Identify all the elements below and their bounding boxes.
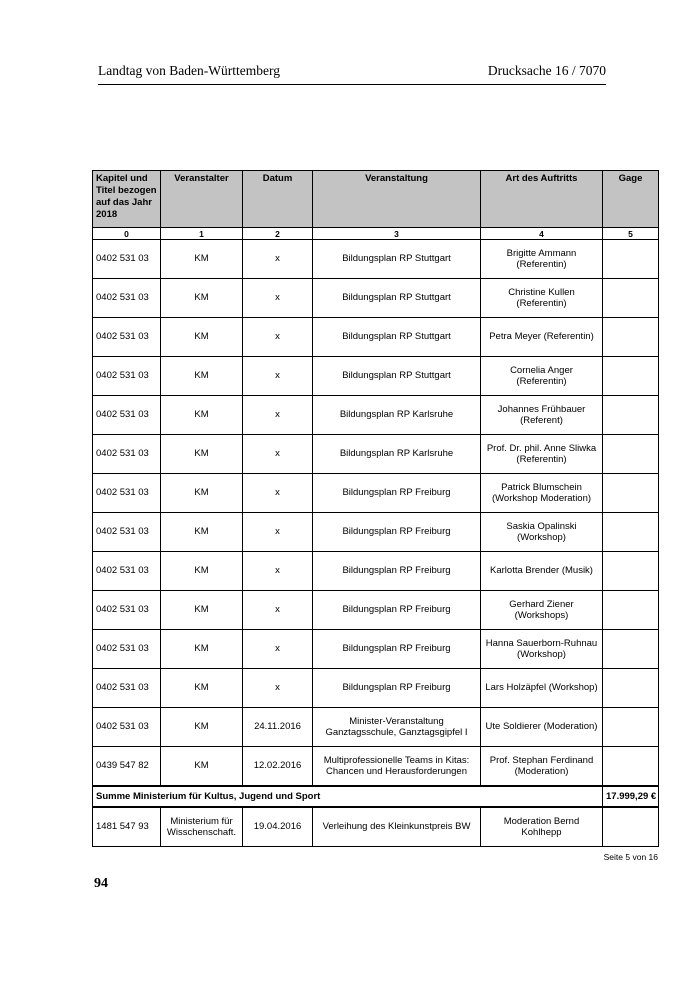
header-right-label: Drucksache 16 / 7070: [487, 63, 606, 78]
table-row: [93, 552, 659, 591]
table-cell: [603, 357, 659, 396]
table-cell: Hanna Sauerborn-Ruhnau (Workshop): [481, 630, 603, 669]
table-cell: KM: [161, 396, 243, 435]
table-cell: 12.02.2016: [243, 747, 313, 787]
table-cell: Patrick Blumschein (Workshop Moderation): [481, 474, 603, 513]
table-cell: Bildungsplan RP Freiburg: [313, 591, 481, 630]
table-cell: Minister-Veranstaltung Ganztagsschule, Ganztagsgipfel I: [313, 708, 481, 747]
table-cell: 0402 531 03: [93, 240, 161, 279]
table-cell: [603, 318, 659, 357]
table-cell: 24.11.2016: [243, 708, 313, 747]
table-cell: [603, 747, 659, 787]
table-cell: Bildungsplan RP Karlsruhe: [313, 396, 481, 435]
table-cell: x: [243, 435, 313, 474]
table-row: [93, 669, 659, 708]
table-cell: 0402 531 03: [93, 318, 161, 357]
table-cell: 0402 531 03: [93, 630, 161, 669]
column-header: Datum: [243, 171, 313, 228]
column-header: Gage: [603, 171, 659, 228]
table-cell: KM: [161, 630, 243, 669]
table-cell: Saskia Opalinski (Workshop): [481, 513, 603, 552]
table-cell: x: [243, 240, 313, 279]
table-cell: Lars Holzäpfel (Workshop): [481, 669, 603, 708]
table-cell: KM: [161, 669, 243, 708]
table-cell: KM: [161, 357, 243, 396]
table-cell: KM: [161, 513, 243, 552]
table-cell: [603, 708, 659, 747]
column-number: 2: [243, 228, 313, 240]
table-row: [93, 435, 659, 474]
table-cell: Prof. Stephan Ferdinand (Moderation): [481, 747, 603, 787]
table-row: [93, 357, 659, 396]
table-cell: x: [243, 279, 313, 318]
table-cell: x: [243, 630, 313, 669]
column-number: 1: [161, 228, 243, 240]
table-cell: x: [243, 318, 313, 357]
table-cell: Moderation Bernd Kohlhepp: [481, 807, 603, 847]
table-cell: Gerhard Ziener (Workshops): [481, 591, 603, 630]
table-cell: x: [243, 357, 313, 396]
table-cell: x: [243, 474, 313, 513]
table-cell: 0402 531 03: [93, 357, 161, 396]
table-number-row: [93, 228, 659, 240]
table-cell: x: [243, 396, 313, 435]
table-row: [93, 807, 659, 847]
table-cell: Bildungsplan RP Stuttgart: [313, 318, 481, 357]
table-cell: Bildungsplan RP Freiburg: [313, 552, 481, 591]
table-cell: KM: [161, 747, 243, 787]
sum-value: 17.999,29 €: [603, 786, 659, 807]
table-cell: Brigitte Ammann (Referentin): [481, 240, 603, 279]
table-cell: [603, 513, 659, 552]
table-cell: KM: [161, 708, 243, 747]
table-cell: 0402 531 03: [93, 513, 161, 552]
table-row: [93, 591, 659, 630]
header-left-label: Landtag von Baden-Württemberg: [98, 63, 280, 78]
table-cell: KM: [161, 318, 243, 357]
sum-row: [93, 786, 659, 807]
table-cell: Bildungsplan RP Freiburg: [313, 630, 481, 669]
column-header: Kapitel und Titel bezogen auf das Jahr 2018: [93, 171, 161, 228]
gage-table: [92, 170, 659, 847]
table-footer-note: Seite 5 von 16: [603, 852, 658, 862]
table-body: [93, 240, 659, 847]
table-cell: Bildungsplan RP Stuttgart: [313, 357, 481, 396]
column-header: Veranstaltung: [313, 171, 481, 228]
column-number: 4: [481, 228, 603, 240]
table-cell: [603, 630, 659, 669]
table-cell: [603, 669, 659, 708]
table-cell: 0402 531 03: [93, 474, 161, 513]
table-cell: [603, 591, 659, 630]
table-cell: [603, 279, 659, 318]
table-cell: 0402 531 03: [93, 708, 161, 747]
table-cell: KM: [161, 591, 243, 630]
column-number: 5: [603, 228, 659, 240]
table-cell: Bildungsplan RP Stuttgart: [313, 240, 481, 279]
table-cell: 0402 531 03: [93, 279, 161, 318]
table-row: [93, 747, 659, 787]
table-row: [93, 279, 659, 318]
table-cell: Prof. Dr. phil. Anne Sliwka (Referentin): [481, 435, 603, 474]
table-cell: Ministerium für Wisschenschaft.: [161, 807, 243, 847]
table-cell: 19.04.2016: [243, 807, 313, 847]
table-row: [93, 396, 659, 435]
table-cell: Christine Kullen (Referentin): [481, 279, 603, 318]
page-number: 94: [94, 876, 108, 891]
column-number: 0: [93, 228, 161, 240]
table-row: [93, 708, 659, 747]
table-cell: KM: [161, 435, 243, 474]
table-cell: [603, 396, 659, 435]
table-header-row: [93, 171, 659, 228]
table-cell: Ute Soldierer (Moderation): [481, 708, 603, 747]
table-cell: x: [243, 669, 313, 708]
table-cell: Petra Meyer (Referentin): [481, 318, 603, 357]
table-cell: 0402 531 03: [93, 552, 161, 591]
table-cell: [603, 552, 659, 591]
column-header: Veranstalter: [161, 171, 243, 228]
table-cell: KM: [161, 279, 243, 318]
table-row: [93, 513, 659, 552]
table-row: [93, 630, 659, 669]
document-header: [98, 63, 606, 79]
table-cell: x: [243, 552, 313, 591]
table-row: [93, 474, 659, 513]
column-header: Art des Auftritts: [481, 171, 603, 228]
table-cell: 1481 547 93: [93, 807, 161, 847]
table-cell: [603, 435, 659, 474]
table-cell: Bildungsplan RP Stuttgart: [313, 279, 481, 318]
table-cell: KM: [161, 552, 243, 591]
table-cell: x: [243, 591, 313, 630]
table-cell: 0402 531 03: [93, 591, 161, 630]
table-cell: Bildungsplan RP Freiburg: [313, 474, 481, 513]
sum-label: Summe Ministerium für Kultus, Jugend und Sport: [93, 786, 603, 807]
table-cell: Bildungsplan RP Freiburg: [313, 669, 481, 708]
table-cell: Verleihung des Kleinkunstpreis BW: [313, 807, 481, 847]
table-cell: 0439 547 82: [93, 747, 161, 787]
table-cell: x: [243, 513, 313, 552]
table-cell: [603, 474, 659, 513]
table-cell: Cornelia Anger (Referentin): [481, 357, 603, 396]
column-number: 3: [313, 228, 481, 240]
table-cell: Bildungsplan RP Karlsruhe: [313, 435, 481, 474]
table-cell: 0402 531 03: [93, 396, 161, 435]
table-head: [93, 171, 659, 240]
header-divider: [98, 84, 606, 85]
table-cell: 0402 531 03: [93, 669, 161, 708]
table-cell: Johannes Frühbauer (Referent): [481, 396, 603, 435]
table-cell: Karlotta Brender (Musik): [481, 552, 603, 591]
table-cell: Bildungsplan RP Freiburg: [313, 513, 481, 552]
table-row: [93, 318, 659, 357]
table-cell: 0402 531 03: [93, 435, 161, 474]
table-block: [92, 170, 658, 862]
table-cell: KM: [161, 240, 243, 279]
table-row: [93, 240, 659, 279]
table-cell: Multiprofessionelle Teams in Kitas: Chancen und Herausforderungen: [313, 747, 481, 787]
table-cell: KM: [161, 474, 243, 513]
table-cell: [603, 240, 659, 279]
table-cell: [603, 807, 659, 847]
